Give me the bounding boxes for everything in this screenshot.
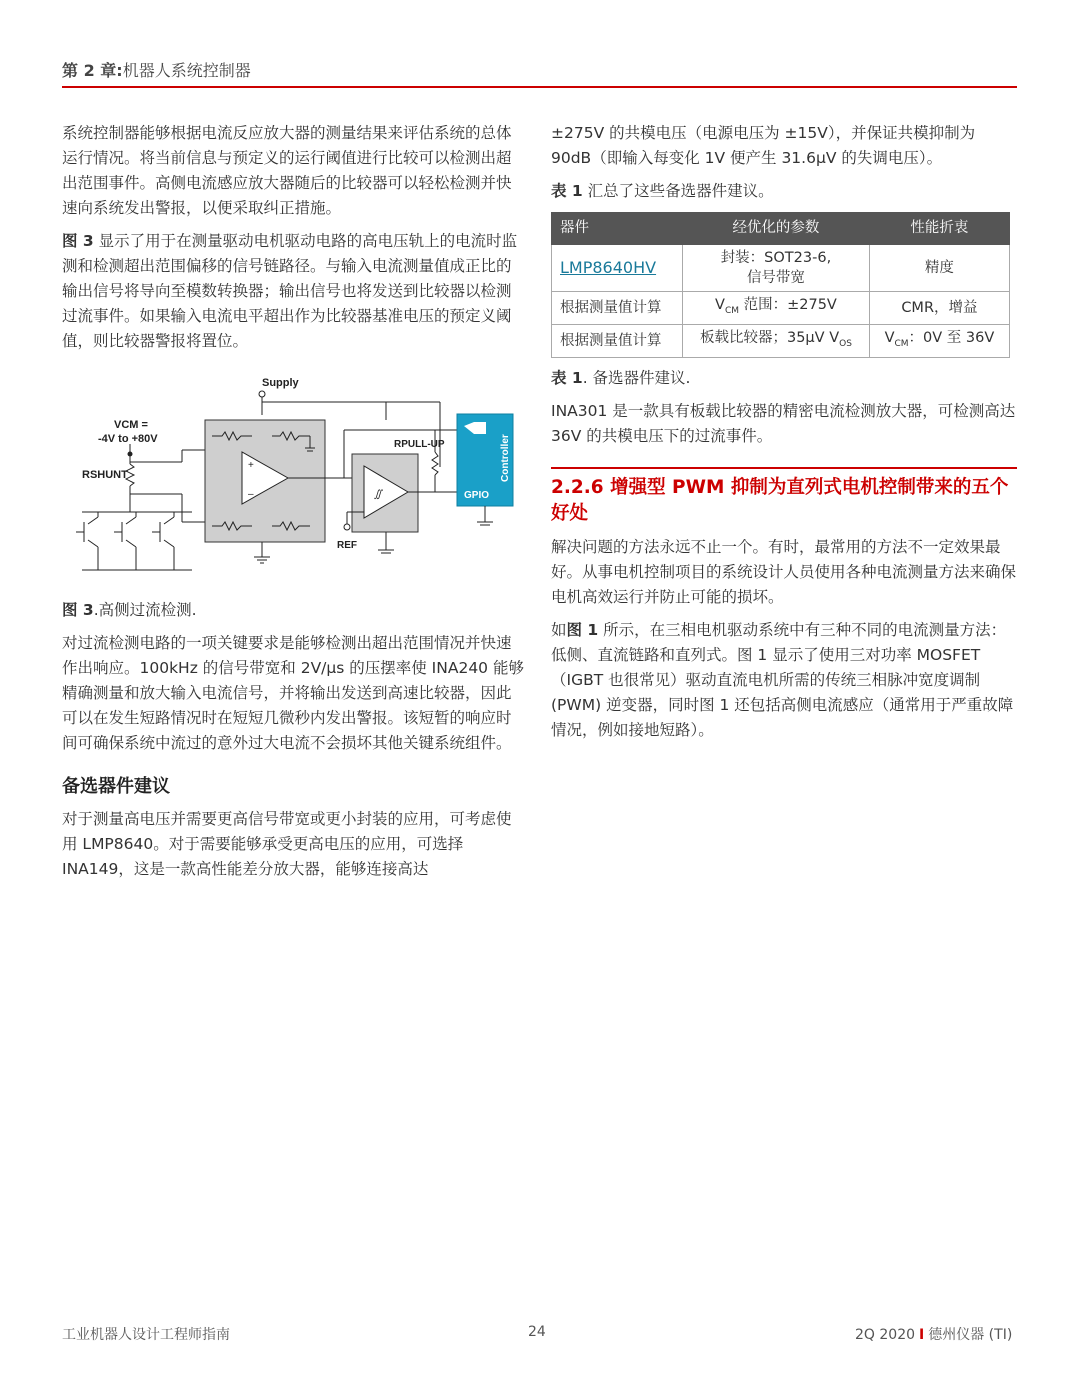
paragraph: 系统控制器能够根据电流反应放大器的测量结果来评估系统的总体运行情况。将当前信息与预定义的运行阈值进行比较可以检测出超出范围事件。高侧电流感应放大器随后的比较器可以轻松检测并快速向系统发出警报，以便采取纠正措施。 bbox=[62, 124, 512, 217]
table-intro: 表 1 汇总了这些备选器件建议。 bbox=[551, 182, 774, 200]
section-heading: 备选器件建议 bbox=[62, 776, 170, 797]
left-column bbox=[62, 121, 524, 890]
circuit-diagram bbox=[62, 372, 524, 592]
paragraph: 对于测量高电压并需要更高信号带宽或更小封装的应用，可考虑使用 LMP8640。对于需要能够承受更高电压的应用，可选择 INA149，这是一款高性能差分放大器，能够连接高达 bbox=[62, 810, 512, 878]
figure-3-circuit bbox=[62, 372, 524, 592]
rshunt-label: RSHUNT bbox=[82, 469, 128, 481]
paragraph: ±275V 的共模电压（电源电压为 ±15V），并保证共模抑制为 90dB（即输入每变化 1V 便产生 31.6μV 的失调电压）。 bbox=[551, 124, 976, 167]
table-cell: 根据测量值计算 bbox=[552, 324, 683, 357]
lmp8640hv-link[interactable]: LMP8640HV bbox=[560, 257, 657, 277]
table-row bbox=[552, 245, 1010, 292]
figure-caption: 图 3.高侧过流检测. bbox=[62, 601, 197, 619]
figure-ref: 图 3 bbox=[62, 232, 94, 250]
footer-right: 2Q 2020 I 德州仪器 (TI) bbox=[855, 1327, 1013, 1343]
table-row bbox=[552, 292, 1010, 325]
gpio-label: GPIO bbox=[464, 490, 490, 501]
table-cell bbox=[552, 245, 683, 292]
paragraph: 对过流检测电路的一项关键要求是能够检测出超出范围情况并快速作出响应。100kHz 的信号带宽和 2V/μs 的压摆率使 INA240 能够精确测量和放大输入电流信号，并将输出发送到高速比较器，因此可以在发生短路情况时在短短几微秒内发出警报。该短暂的响应时间可确保系统中流过的意外过大电流不会损坏其他关键系统组件。 bbox=[62, 634, 524, 752]
table-header: 经优化的参数 bbox=[683, 213, 870, 245]
supply-label: Supply bbox=[262, 377, 299, 389]
footer-title: 工业机器人设计工程师指南 bbox=[62, 1327, 230, 1343]
paragraph: 图 3 显示了用于在测量驱动电机驱动电路的高电压轨上的电流时监测和检测超出范围偏移的信号链路径。与输入电流测量值成正比的输出信号将导向至模数转换器；输出信号也将发送到比较器以检测过流事件。如果输入电流电平超出作为比较器基准电压的预定义阈值，则比较器警报将置位。 bbox=[62, 232, 518, 350]
table-cell: 精度 bbox=[869, 245, 1009, 292]
table-cell: 封装：SOT23-6, 信号带宽 bbox=[683, 245, 870, 292]
table-header-row bbox=[552, 213, 1010, 245]
header-rule bbox=[62, 86, 1017, 88]
table-cell: $V_{CM}$ 范围：±275V bbox=[683, 292, 870, 325]
controller-label: Controller bbox=[500, 434, 511, 482]
paragraph: 解决问题的方法永远不止一个。有时，最常用的方法不一定效果最好。从事电机控制项目的系统设计人员使用各种电流测量方法来确保电机高效运行并防止可能的损坏。 bbox=[551, 537, 1017, 606]
section-heading-red: 2.2.6 增强型 PWM 抑制为直列式电机控制带来的五个好处 bbox=[551, 467, 1017, 527]
page-number: 24 bbox=[528, 1324, 546, 1340]
chapter-number: 第 2 章: bbox=[62, 61, 123, 80]
ref-label: REF bbox=[337, 540, 357, 551]
figure-ref: 图 1 bbox=[566, 620, 599, 639]
table-header: 器件 bbox=[552, 213, 683, 245]
paragraph: 如图 1 所示，在三相电机驱动系统中有三种不同的电流测量方法：低侧、直流链路和直列式。图 1 显示了使用三对功率 MOSFET（IGBT 也很常见）驱动直流电机所需的传统三相脉冲宽度调制 (PWM) 逆变器，同时图 1 还包括高侧电流感应（通常用于严重故障情况，例如接地短路）。 bbox=[551, 620, 1014, 739]
vcm-range: -4V to +80V bbox=[98, 433, 158, 445]
right-column bbox=[551, 121, 1017, 751]
table-row bbox=[552, 324, 1010, 357]
table-cell: $V_{CM}$：0V 至 36V bbox=[869, 324, 1009, 357]
table-header: 性能折衷 bbox=[869, 213, 1009, 245]
svg-text:+: + bbox=[248, 460, 254, 471]
svg-text:–: – bbox=[248, 489, 254, 500]
vcm-label: VCM = bbox=[114, 419, 148, 431]
table-cell: 板载比较器；35μV $V_{OS}$ bbox=[683, 324, 870, 357]
table-1 bbox=[551, 212, 1010, 358]
paragraph: INA301 是一款具有板载比较器的精密电流检测放大器，可检测高达 36V 的共模电压下的过流事件。 bbox=[551, 401, 1016, 445]
table-cell: CMR，增益 bbox=[869, 292, 1009, 325]
table-caption: 表 1. 备选器件建议. bbox=[551, 368, 691, 387]
svg-text:∬: ∬ bbox=[374, 489, 382, 500]
table-cell: 根据测量值计算 bbox=[552, 292, 683, 325]
chapter-title: 机器人系统控制器 bbox=[122, 61, 251, 80]
page-header bbox=[62, 58, 251, 81]
rpullup-label: RPULL-UP bbox=[394, 439, 445, 450]
